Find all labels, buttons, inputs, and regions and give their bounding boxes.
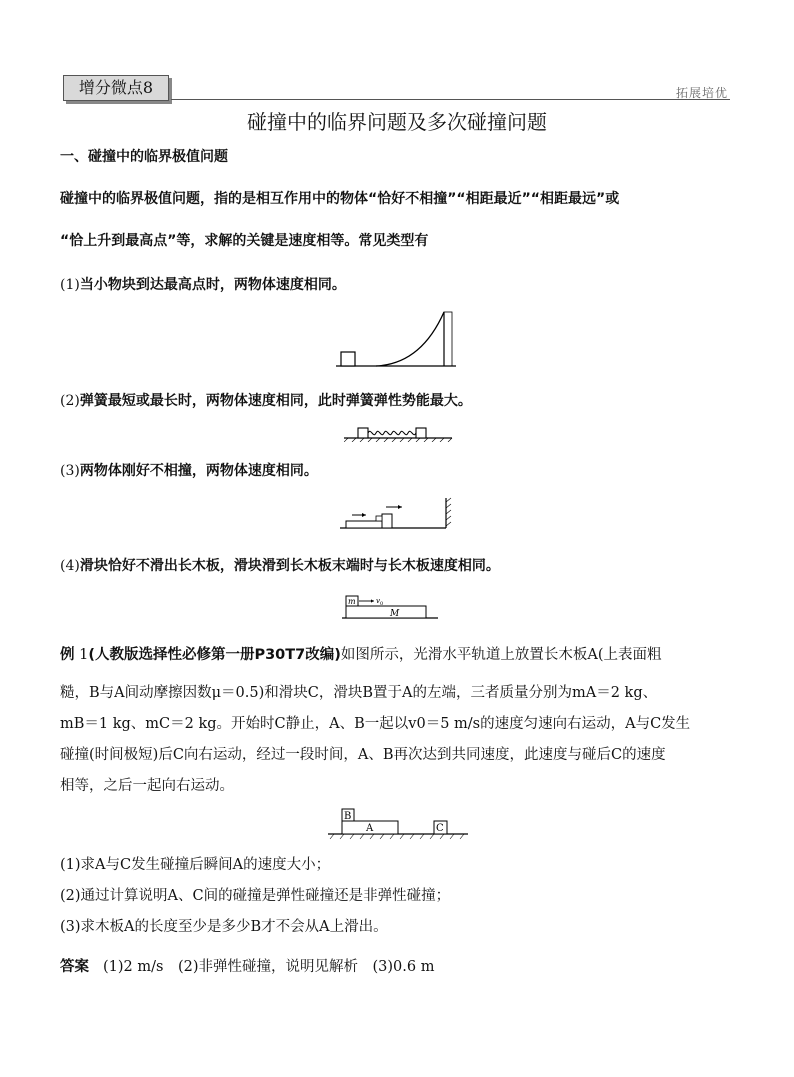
example-source: (人教版选择性必修第一册P30T7改编) [88, 647, 341, 663]
example-line-5: 相等，之后一起向右运动。 [60, 778, 234, 794]
figure-no-collision [340, 494, 456, 534]
example-line-1 [60, 645, 662, 665]
item-text: 当小物块到达最高点时，两物体速度相同。 [79, 277, 346, 293]
fig4-M-label: M [390, 609, 400, 619]
section-heading: 一、碰撞中的临界极值问题 [60, 149, 228, 165]
figure-curved-ramp [336, 310, 460, 372]
item-4 [60, 555, 500, 575]
figure-block-on-board [340, 592, 440, 622]
figure-spring [344, 420, 454, 442]
item-text: 弹簧最短或最长时，两物体速度相同，此时弹簧弹性势能最大。 [79, 393, 472, 409]
item-text: 两物体刚好不相撞，两物体速度相同。 [79, 463, 318, 479]
item-3 [60, 460, 318, 480]
example-line-4: 碰撞(时间极短)后C向右运动，经过一段时间，A、B再次达到共同速度，此速度与碰后C的速度 [60, 747, 666, 763]
intro-line-2: “恰上升到最高点”等，求解的关键是速度相等。常见类型有 [60, 233, 429, 249]
intro-line-1: 碰撞中的临界极值问题，指的是相互作用中的物体“恰好不相撞”“相距最近”“相距最远”或 [60, 191, 620, 207]
board-A-label: A [366, 823, 374, 834]
figure-example-blocks [326, 806, 472, 842]
fig4-v-label: $v_0$ [376, 597, 384, 607]
extension-label: 拓展培优 [675, 86, 728, 100]
item-number: (2) [60, 393, 80, 409]
answer-line [60, 955, 434, 976]
header-rule [171, 99, 730, 100]
answer-label: 答案 [60, 959, 89, 975]
example-line-2: 糙，B与A间动摩擦因数μ＝0.5)和滑块C，滑块B置于A的左端，三者质量分别为mA＝2 kg、 [60, 685, 658, 701]
answer-text: (1)2 m/s (2)非弹性碰撞，说明见解析 (3)0.6 m [103, 959, 435, 975]
example-number: 1 [79, 647, 89, 663]
block-B-label: B [344, 811, 352, 822]
question-1: (1)求A与C发生碰撞后瞬间A的速度大小； [60, 857, 331, 873]
page-title: 碰撞中的临界问题及多次碰撞问题 [247, 110, 547, 134]
question-3: (3)求木板A的长度至少是多少B才不会从A上滑出。 [60, 919, 388, 935]
block-C-label: C [436, 823, 444, 834]
item-number: (4) [60, 558, 80, 574]
section-tag: 增分微点8 [63, 75, 169, 101]
example-text: 如图所示，光滑水平轨道上放置长木板A(上表面粗 [340, 647, 662, 663]
item-text: 滑块恰好不滑出长木板，滑块滑到长木板末端时与长木板速度相同。 [79, 558, 500, 574]
item-1 [60, 274, 346, 294]
example-label: 例 [60, 647, 75, 663]
question-2: (2)通过计算说明A、C间的碰撞是弹性碰撞还是非弹性碰撞； [60, 888, 451, 904]
item-2 [60, 390, 472, 410]
example-line-3: mB＝1 kg、mC＝2 kg。开始时C静止，A、B一起以v0＝5 m/s的速度匀速向右运动，A与C发生 [60, 716, 691, 732]
fig4-m-label: m [348, 597, 356, 606]
item-number: (1) [60, 277, 80, 293]
item-number: (3) [60, 463, 80, 479]
